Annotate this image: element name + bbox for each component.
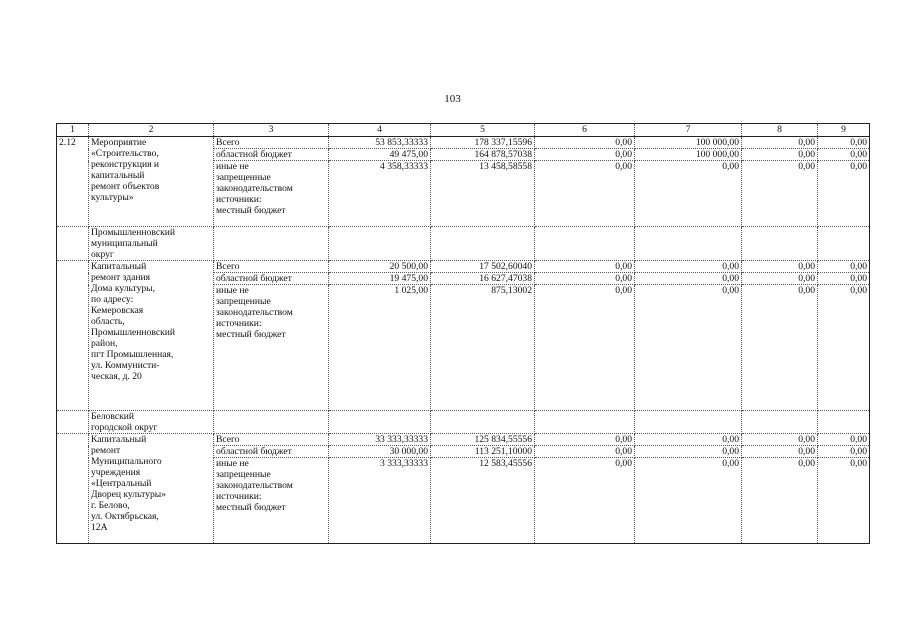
source-label	[214, 285, 329, 411]
measure-name-line: Капитальный	[91, 434, 147, 445]
value-cell: 30 000,00	[329, 446, 431, 458]
page-number: 103	[444, 93, 461, 105]
value-cell: 0,00	[742, 434, 818, 446]
measure-name-line: 12А	[91, 522, 108, 533]
empty-cell	[431, 411, 535, 434]
source-label-line: источники:	[216, 491, 262, 502]
empty-cell	[742, 227, 818, 261]
measure-name	[89, 137, 214, 227]
value-cell: 0,00	[742, 137, 818, 149]
measure-name-line: ческая, д. 20	[91, 371, 142, 382]
measure-name-line: Промышленновский	[91, 327, 176, 338]
empty-cell	[535, 411, 635, 434]
value-cell: 53 853,33333	[329, 137, 431, 149]
empty-cell	[214, 411, 329, 434]
value-cell: 0,00	[635, 446, 742, 458]
source-label-line: источники:	[216, 318, 262, 329]
source-label	[214, 458, 329, 544]
source-label	[214, 161, 329, 227]
code-cell	[57, 227, 89, 261]
value-cell: 113 251,10000	[431, 446, 535, 458]
measure-name-line: Дворец культуры»	[91, 489, 166, 500]
value-cell: 16 627,47038	[431, 273, 535, 285]
value-cell: 0,00	[818, 149, 870, 161]
measure-name-line: Капитальный	[91, 261, 147, 272]
district-name-line: округ	[91, 249, 114, 260]
header-cell-8: 8	[742, 124, 818, 137]
value-cell: 33 333,33333	[329, 434, 431, 446]
value-cell: 0,00	[635, 285, 742, 411]
header-cell-1: 1	[57, 124, 89, 137]
header-cell-3: 3	[214, 124, 329, 137]
source-label-line: иные не	[216, 285, 249, 296]
source-label-line: иные не	[216, 458, 249, 469]
value-cell: 875,13002	[431, 285, 535, 411]
value-cell: 100 000,00	[635, 137, 742, 149]
measure-name-line: ремонт	[91, 445, 121, 456]
source-label: областной бюджет	[214, 273, 329, 285]
value-cell: 0,00	[535, 434, 635, 446]
value-cell: 0,00	[535, 458, 635, 544]
value-cell: 164 878,57038	[431, 149, 535, 161]
value-cell: 178 337,15596	[431, 137, 535, 149]
measure-name-line: ул. Коммунисти-	[91, 360, 160, 371]
measure-name-line: «Центральный	[91, 478, 152, 489]
source-label: Всего	[214, 434, 329, 446]
district-name	[89, 411, 214, 434]
empty-cell	[535, 227, 635, 261]
value-cell: 12 583,45556	[431, 458, 535, 544]
code-cell	[57, 434, 89, 544]
district-row	[57, 411, 870, 434]
table-body	[57, 124, 870, 544]
source-label: областной бюджет	[214, 446, 329, 458]
code-cell	[57, 261, 89, 411]
value-cell: 0,00	[818, 434, 870, 446]
total-row	[57, 434, 870, 446]
empty-cell	[431, 227, 535, 261]
value-cell: 0,00	[535, 446, 635, 458]
measure-name-line: ремонт здания	[91, 272, 151, 283]
measure-name-line: пгт Промышленная,	[91, 349, 174, 360]
value-cell: 0,00	[742, 161, 818, 227]
district-name-line: городской округ	[91, 422, 158, 433]
measure-name-line: г. Белово,	[91, 500, 130, 511]
source-label-line: запрещенные	[216, 172, 271, 183]
source-label-line: иные не	[216, 161, 249, 172]
measure-name-line: капитальный	[91, 170, 145, 181]
measure-name-line: реконструкция и	[91, 159, 160, 170]
header-cell-5: 5	[431, 124, 535, 137]
value-cell: 17 502,60040	[431, 261, 535, 273]
code-cell	[57, 411, 89, 434]
source-label-line: местный бюджет	[216, 329, 286, 340]
district-name-line: муниципальный	[91, 238, 158, 249]
value-cell: 49 475,00	[329, 149, 431, 161]
value-cell: 0,00	[635, 261, 742, 273]
value-cell: 20 500,00	[329, 261, 431, 273]
value-cell: 0,00	[535, 149, 635, 161]
header-cell-4: 4	[329, 124, 431, 137]
value-cell: 0,00	[635, 273, 742, 285]
value-cell: 0,00	[818, 273, 870, 285]
empty-cell	[818, 411, 870, 434]
measure-name-line: по адресу:	[91, 294, 134, 305]
empty-cell	[214, 227, 329, 261]
value-cell: 0,00	[635, 161, 742, 227]
source-label-line: законодательством	[216, 480, 293, 491]
value-cell: 0,00	[635, 434, 742, 446]
value-cell: 0,00	[818, 137, 870, 149]
header-cell-9: 9	[818, 124, 870, 137]
header-cell-6: 6	[535, 124, 635, 137]
value-cell: 4 358,33333	[329, 161, 431, 227]
value-cell: 0,00	[535, 137, 635, 149]
total-row	[57, 261, 870, 273]
measure-name-line: культуры»	[91, 192, 134, 203]
measure-name-line: «Строительство,	[91, 148, 159, 159]
value-cell: 0,00	[818, 261, 870, 273]
value-cell: 0,00	[635, 458, 742, 544]
measure-name-line: Дома культуры,	[91, 283, 156, 294]
source-label-line: законодательством	[216, 307, 293, 318]
header-cell-2: 2	[89, 124, 214, 137]
value-cell: 0,00	[535, 273, 635, 285]
value-cell: 0,00	[535, 261, 635, 273]
source-label-line: запрещенные	[216, 469, 271, 480]
source-label-line: законодательством	[216, 183, 293, 194]
source-label-line: источники:	[216, 194, 262, 205]
value-cell: 100 000,00	[635, 149, 742, 161]
value-cell: 19 475,00	[329, 273, 431, 285]
value-cell: 0,00	[742, 273, 818, 285]
source-label: Всего	[214, 137, 329, 149]
empty-cell	[635, 227, 742, 261]
value-cell: 0,00	[742, 261, 818, 273]
value-cell: 0,00	[742, 446, 818, 458]
header-row	[57, 124, 870, 137]
source-label-line: запрещенные	[216, 296, 271, 307]
source-label-line: местный бюджет	[216, 205, 286, 216]
value-cell: 0,00	[818, 446, 870, 458]
header-cell-7: 7	[635, 124, 742, 137]
measure-name	[89, 261, 214, 411]
value-cell: 125 834,55556	[431, 434, 535, 446]
value-cell: 1 025,00	[329, 285, 431, 411]
measure-name	[89, 434, 214, 544]
measure-name-line: ул. Октябрьская,	[91, 511, 159, 522]
empty-cell	[742, 411, 818, 434]
district-name-line: Беловский	[91, 411, 135, 422]
code-cell: 2.12	[57, 137, 89, 227]
value-cell: 0,00	[742, 285, 818, 411]
measure-name-line: учреждения	[91, 467, 141, 478]
district-name	[89, 227, 214, 261]
measure-name-line: Кемеровская	[91, 305, 144, 316]
value-cell: 0,00	[742, 149, 818, 161]
value-cell: 3 333,33333	[329, 458, 431, 544]
total-row	[57, 137, 870, 149]
measure-name-line: Мероприятие	[91, 137, 147, 148]
value-cell: 13 458,58558	[431, 161, 535, 227]
measure-name-line: ремонт объектов	[91, 181, 160, 192]
source-label-line: местный бюджет	[216, 502, 286, 513]
district-row	[57, 227, 870, 261]
measure-name-line: область,	[91, 316, 125, 327]
value-cell: 0,00	[818, 161, 870, 227]
empty-cell	[329, 411, 431, 434]
measure-name-line: район,	[91, 338, 118, 349]
value-cell: 0,00	[535, 161, 635, 227]
source-label: Всего	[214, 261, 329, 273]
district-name-line: Промышленновский	[91, 227, 176, 238]
empty-cell	[635, 411, 742, 434]
value-cell: 0,00	[818, 285, 870, 411]
source-label: областной бюджет	[214, 149, 329, 161]
value-cell: 0,00	[535, 285, 635, 411]
budget-table	[56, 123, 870, 544]
value-cell: 0,00	[818, 458, 870, 544]
empty-cell	[329, 227, 431, 261]
value-cell: 0,00	[742, 458, 818, 544]
empty-cell	[818, 227, 870, 261]
measure-name-line: Муниципального	[91, 456, 162, 467]
